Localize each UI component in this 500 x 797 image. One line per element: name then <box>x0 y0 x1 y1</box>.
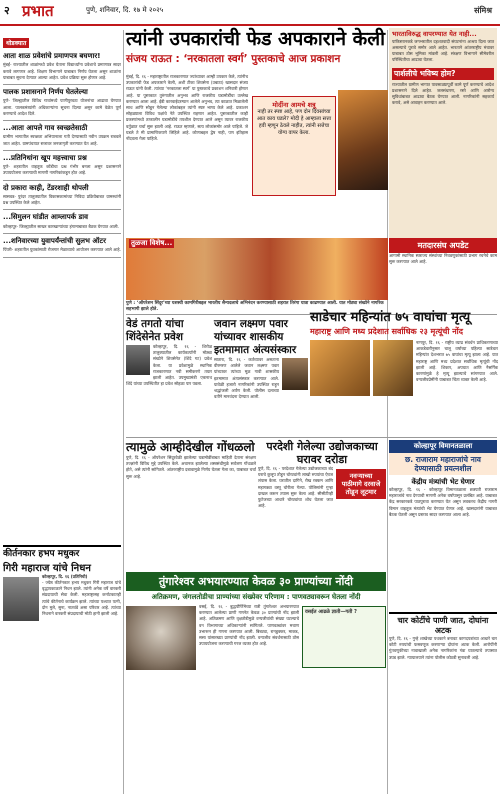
right-top-body-2: राज्यातील ग्रामीण भागात पावसाळ्यापूर्वी कामे पूर्ण करण्याचे आदेश प्रशासनाने दिले आहेत. जलसंधारण, रस्ते आणि आरोग्य सुविधांबाबत आढावा बैठक घेण्यात आली. नागरिकांनी सहकार्य करावे, असे आवाहन करण्यात आले. <box>392 81 494 106</box>
brief-divider <box>3 120 121 121</box>
brief-body: सासवड- पुरंदर तालुक्यातील विकासकामांच्या निविदा प्रक्रियेबाबत ग्रामस्थांनी प्रश्न उपस्थित केले आहेत. <box>3 193 121 206</box>
kolhapur-airport-story <box>389 440 497 610</box>
right-top-box <box>389 28 497 238</box>
sanctuary-story <box>126 572 386 794</box>
newspaper-logo: प्रभात <box>22 2 54 20</box>
vote-box <box>389 238 497 293</box>
kirtan-headline: कीर्तनकार हभप मधुकर <box>3 545 121 560</box>
lead-body-text: मुंबई, दि. १६ - महाराष्ट्रातील राजकारणात ज्यांच्यावर आम्ही उपकार केले, त्यांनीच उपकारांची फेड अपकाराने केली, अशी टीका शिवसेना (उबाठा) खासदार संजय राऊत यांनी केली. त्यांच्या ‘नरकातला स्वर्ग’ या पुस्तकाचे प्रकाशन शनिवारी होणार आहे. या पुस्तकात तुरुंगातील अनुभव आणि राजकीय घडामोडींचा उल्लेख करण्यात आला आहे. ईडी कारवाईदरम्यान आलेले अनुभव, त्या काळात मिळालेली साथ आणि सोडून गेलेल्या लोकांबद्दल त्यांनी स्पष्ट भाष्य केले आहे. प्रकाशन सोहळ्याला विविध पक्षांचे नेते उपस्थित राहणार आहेत. पुस्तकातील काही प्रकरणांमध्ये तत्कालीन घडामोडींचे तपशील देण्यात आले असून त्यावर राजकीय वर्तुळात चर्चा सुरू झाली आहे. राऊत म्हणाले, सत्य लोकांसमोर आले पाहिजे. जे घडले ते मी प्रामाणिकपणे लिहिले आहे. कोणाबद्दल द्वेष नाही, पण इतिहास नोंदवला गेला पाहिजे. <box>126 74 248 142</box>
kirtan-dateline: कोल्हापूर, दि. १६ (प्रतिनिधी) <box>42 573 88 579</box>
shinde-headline[interactable]: वेडं तगतो यांचा शिंदेसेनेत प्रवेश <box>126 318 184 343</box>
kirtan-obituary-story <box>3 545 121 793</box>
brief-body: पुणे- जिल्ह्यातील विविध गावांमध्ये पाणीपुरवठा योजनांचा आढावा घेण्यात आला. पालकमंत्र्यांनी अधिकाऱ्यांना सूचना दिल्या असून कामे वेळेत पूर्ण करण्याचे आदेश दिले. <box>3 98 121 116</box>
brief-divider <box>3 180 121 181</box>
jawan-body: सातारा, दि. १६ - कर्तव्यावर असताना वीरमरण आलेले जवान लक्ष्मण पवार यांच्यावर त्यांच्या मूळ गावी शासकीय इतमामात अंत्यसंस्कार करण्यात आले. यावेळी हजारो नागरिकांनी उपस्थित राहून श्रद्धांजली अर्पण केली. पोलीस दलाच्या वतीने मानवंदना देण्यात आली. <box>214 357 279 400</box>
section-name: संमिश्र <box>474 6 492 15</box>
brief-headline[interactable]: ...प्रतिनिधांना खूप महत्त्वाचा प्रश्न <box>3 153 87 162</box>
burglary-headline[interactable]: परदेशी गेलेल्या उद्योजकाच्या घरावर दरोडा <box>266 440 378 466</box>
burglary-story <box>258 440 386 570</box>
fraud-headline[interactable]: चार कोटींचे पाणी जात, दोघांना अटक <box>389 612 497 636</box>
page-number: २ <box>4 4 10 17</box>
lead-story-header <box>126 28 386 66</box>
shinde-body: कोल्हापूर, दि. १६ - शिरोळ तालुक्यातील कार्यकर्त्यांनी मोठ्या संख्येने शिवसेनेत (शिंदे गट) प्रवेश केला. या प्रवेशामुळे स्थानिक राजकारणात नवी समीकरणे तयार झाली आहेत. उपमुख्यमंत्री एकनाथ शिंदे यांच्या उपस्थितीत हा प्रवेश सोहळा पार पडला. <box>126 344 212 387</box>
lead-headline[interactable]: त्यांनी उपकारांची फेड अपकाराने केली <box>126 28 386 50</box>
shinde-story <box>126 318 212 438</box>
brief-headline[interactable]: ...शनिवारच्या युवापर्यंन्तांची सुलभ ऑटर <box>3 236 106 245</box>
briefs-badge: थोडक्यात <box>3 38 29 48</box>
brief-divider <box>3 233 121 234</box>
brief-body: मुंबई- राज्यातील शाळांमध्ये प्रवेश घेताना विद्यार्थ्यांना प्रवेशाचे प्रमाणपत्र सादर करावे लागणार आहे. शिक्षण विभागाने याबाबत निर्णय घेतला असून शाळांना याबाबत सूचना देण्यात आल्या आहेत. प्रवेश प्रक्रिया सुरू होणार आहे. <box>3 62 121 80</box>
brief-headline[interactable]: पालक प्रशासनाने निर्णय घेतलेल्या <box>3 88 88 96</box>
right-top-body: पाकिस्तानकडे जगभरातील दहशतवादी संघटनांना आश्रय दिला जात असल्याचे पुरावे समोर आले आहेत. भारताने आंतरराष्ट्रीय मंचावर याबाबत ठोस भूमिका मांडली आहे. संरक्षण विभागाने सीमेवरील परिस्थितीचा आढावा घेतला. <box>392 38 494 63</box>
fraud-arrest-story <box>389 612 497 794</box>
sanctuary-side-box-text: वसईत आढळे ज्ञाती—गती ? <box>305 609 357 615</box>
sanctuary-headline[interactable]: तुंगारेश्वर अभयारण्यात केवळ ३० प्राण्यांच्या नोंदी <box>126 572 386 591</box>
rally-photo <box>126 238 388 300</box>
brief-divider <box>3 257 121 258</box>
brief-body: पुणे- शहरातील वाहतूक कोंडीचा प्रश्न गंभीर बनला असून प्रशासनाने उपाययोजना करण्याची मागणी नागरिकांकडून होत आहे. <box>3 164 121 176</box>
lead-subheadline: संजय राऊत : ‘नरकातला स्वर्ग’ पुस्तकाचे आज प्रकाशन <box>126 53 341 65</box>
right-top-headline: भारताविरुद्ध वापरण्यात येत नाही... <box>392 30 477 38</box>
jawan-story <box>214 318 308 438</box>
brief-divider <box>3 84 121 85</box>
brief-body: पिंपरी- शहरातील युवकांसाठी रोजगार मेळाव्याचे आयोजन करण्यात आले आहे. <box>3 247 121 253</box>
kolhapur-headline[interactable]: केंद्रीय मंत्र्यांची भेट घेणार <box>411 478 475 486</box>
sanctuary-side-box <box>302 606 386 668</box>
tiger-subheadline: महाराष्ट्र आणि मध्य प्रदेशात सर्वाधिक २३ मृत्यूंची नोंद <box>310 327 463 336</box>
kolhapur-body: कोल्हापूर, दि. १६ - कोल्हापूर विमानतळाला छत्रपती राजाराम महाराजांचे नाव देण्याची मागणी अनेक वर्षांपासून प्रलंबित आहे. याबाबत केंद्र सरकारकडे पाठपुरावा करण्यात येत असून लवकरच केंद्रीय नागरी विमान वाहतूक मंत्र्यांची भेट घेण्यात येणार आहे. खासदारांनी याबाबत बैठक घेतली असून प्रस्ताव सादर करण्यात आला आहे. <box>389 487 497 517</box>
ceasefire-headline[interactable]: त्यामुळे आम्हीदेखील गोंधळलो <box>126 440 255 454</box>
kolhapur-bar: कोल्हापूर विमानतळाला <box>389 440 497 453</box>
shinde-photo <box>126 345 150 375</box>
kirtan-portrait-photo <box>3 577 39 621</box>
pull-quote-box <box>252 96 336 196</box>
tiger-photo <box>310 340 370 396</box>
pull-quote-text: नाही तर स्पष्ट आहे, पण दोन दिवसांच्या आत काय घडले? मोदी हे आम्हाला सत्ता हवी म्हणून ठेवले नाहीत, त्यांनी सत्तेचा योग्य वापर केला. <box>256 109 332 136</box>
brief-divider <box>3 150 121 151</box>
left-briefs-column <box>3 30 121 540</box>
right-top-headline-2: पार्शलीचे भविष्य होम? <box>392 68 494 80</box>
tiger-body: नागपूर, दि. १६ - राष्ट्रीय व्याघ्र संवर्धन प्राधिकरणाच्या आकडेवारीनुसार चालू वर्षाच्या पहिल्या साडेचार महिन्यांत देशभरात ७५ वाघांचा मृत्यू झाला आहे. यात महाराष्ट्र आणि मध्य प्रदेशात सर्वाधिक मृत्यूंची नोंद झाली आहे. शिकार, अपघात आणि नैसर्गिक कारणांमुळे हे मृत्यू झाल्याचे सांगण्यात आले. वन्यजीवप्रेमींनी याबाबत चिंता व्यक्त केली आहे. <box>416 340 498 383</box>
vote-box-headline: मतदारसंघ अपडेट <box>389 238 497 253</box>
brief-headline[interactable]: ...आता आपले गाव स्वच्छतेसाठी <box>3 124 88 132</box>
tiger-headline[interactable]: साडेचार महिन्यांत ७५ वाघांचा मृत्यू <box>310 310 471 325</box>
kolhapur-highlight: छ. राजाराम महाराजांचे नाव देण्यासाठी प्रयत्नशील <box>389 453 497 475</box>
vote-box-body: आगामी स्थानिक स्वराज्य संस्थांच्या निवडणुकांसाठी प्रभाग रचनेचे काम सुरू करण्यात आले आहे. <box>389 253 497 265</box>
burglary-highlight-box: नवऱ्याच्या पाठीमागे दरवाजे तोडून लूटमार <box>336 469 386 499</box>
brief-headline[interactable]: ...सिमुलन घांडीत आम्लापर्क डाव <box>3 213 88 222</box>
sanctuary-subheadline: अतिक्रमण, जंगलतोडीचा प्राण्यांच्या संख्येवर परिणाम : पाणवठ्यावरून घेतला नोंदी <box>151 593 361 601</box>
jawan-headline[interactable]: जवान लक्ष्मण पवार यांच्यावर शासकीय इतमामात अंत्यसंस्कार <box>214 318 297 356</box>
monkey-photo <box>126 606 196 670</box>
brief-body: ग्रामीण भागातील स्वच्छता अभियानाला गती देण्यासाठी नवीन उपक्रम राबवले जात आहेत. ग्रामपंचायत स्तरावर जनजागृती करण्यात येत आहे. <box>3 134 121 146</box>
rally-photo-caption: पुणे : ‘ऑपरेशन सिंदूर’च्या यशस्वी कामगिरीबद्दल भारतीय सैन्यदलाचे अभिनंदन करण्यासाठी शहरात तिरंगा यात्रा काढण्यात आली. यात मोठ्या संख्येने नागरिक सहभागी झाले होते. <box>126 301 384 312</box>
brief-body: कोल्हापूर- जिल्ह्यातील साखर कारखान्यांच्या हंगामाबाबत बैठक घेण्यात आली. <box>3 223 119 229</box>
brief-divider <box>3 209 121 210</box>
kirtan-headline-2: गिरी महाराज यांचे निधन <box>3 562 91 574</box>
tiger-deaths-story <box>310 310 498 440</box>
ceasefire-body: पुणे, दि. १६ - ऑपरेशन सिंदूरवेळी झालेल्या घडामोडींबाबत माहिती देताना संरक्षण तज्ज्ञांनी विविध मुद्दे उपस्थित केले. अचानक झालेल्या शस्त्रसंधीमुळे सर्वजण गोंधळले होते, असे त्यांनी सांगितले. आंतरराष्ट्रीय दबावामुळे निर्णय घेतला गेला का, याबाबत चर्चा सुरू आहे. <box>126 455 256 479</box>
fraud-body: पुणे, दि. १६ - गुन्हे शाखेच्या पथकाने बनावट कागदपत्रांच्या आधारे चार कोटी रुपयांची फसवणूक करणाऱ्या दोघांना अटक केली. आरोपींनी गुंतवणुकीच्या नावाखाली अनेक नागरिकांना गंडा घातल्याचे तपासात उघड झाले. न्यायालयाने त्यांना पोलीस कोठडी सुनावली आहे. <box>389 636 497 660</box>
burglary-body: पुणे, दि. १६ - परदेशात गेलेल्या उद्योजकाच्या बंद घराचे कुलूप तोडून चोरट्यांनी लाखो रुपयांचा ऐवज लंपास केला. घरातील दागिने, रोख रक्कम आणि महागड्या वस्तू चोरीला गेल्या. पोलिसांनी गुन्हा दाखल करून तपास सुरू केला आहे. सीसीटीव्ही फुटेजच्या आधारे चोरट्यांचा शोध घेतला जात आहे. <box>258 466 333 509</box>
ceasefire-story <box>126 440 256 570</box>
brief-list <box>3 52 121 258</box>
photo-tag: तुळजा विशेष... <box>131 239 173 247</box>
masthead <box>0 0 500 26</box>
sanctuary-body: वसई, दि. १६ - बुद्धपौर्णिमेच्या रात्री तुंगारेश्वर अभयारण्यात करण्यात आलेल्या प्राणी गणनेत केवळ ३० प्राण्यांची नोंद झाली आहे. अतिक्रमण आणि वृक्षतोडीमुळे वन्यजीवांची संख्या घटल्याचे वन विभागाच्या अधिकाऱ्यांनी सांगितले. पाणवठ्यांवर मचाण उभारून ही गणना करण्यात आली. बिबट्या, रानडुक्कर, माकड, ससा यांसारख्या प्राण्यांची नोंद झाली. वन्यजीव संवर्धनासाठी ठोस उपाययोजना करण्याची गरज व्यक्त होत आहे. <box>199 604 299 647</box>
pull-quote-headline: मोदींना आमचे शत्रू <box>272 101 316 109</box>
jawan-photo <box>282 358 308 390</box>
brief-headline[interactable]: आता शाळ प्रवेशांचे प्रमाणपत्र बघणार! <box>3 52 101 60</box>
politician-photo <box>338 90 388 190</box>
brief-headline[interactable]: दो प्रकारा काही, टेंडरशाही थोपली <box>3 183 89 192</box>
kirtan-body: - ज्येष्ठ कीर्तनकार हभप मधुकर गिरी महाराज यांचे वृद्धापकाळाने निधन झाले. त्यांनी अनेक वर्षे वारकरी संप्रदायाची सेवा केली. महाराष्ट्रासह कर्नाटकातही त्यांचे कीर्तनाचे कार्यक्रम झाले. त्यांच्या पश्चात पत्नी, दोन मुले, सुना, नातवंडे असा परिवार आहे. त्यांच्या निधनाने वारकरी संप्रदायाची मोठी हानी झाली आहे. <box>42 580 121 617</box>
dateline: पुणे, शनिवार, दि. १७ मे २०२५ <box>86 6 164 14</box>
tiger-photo-2 <box>373 340 413 396</box>
